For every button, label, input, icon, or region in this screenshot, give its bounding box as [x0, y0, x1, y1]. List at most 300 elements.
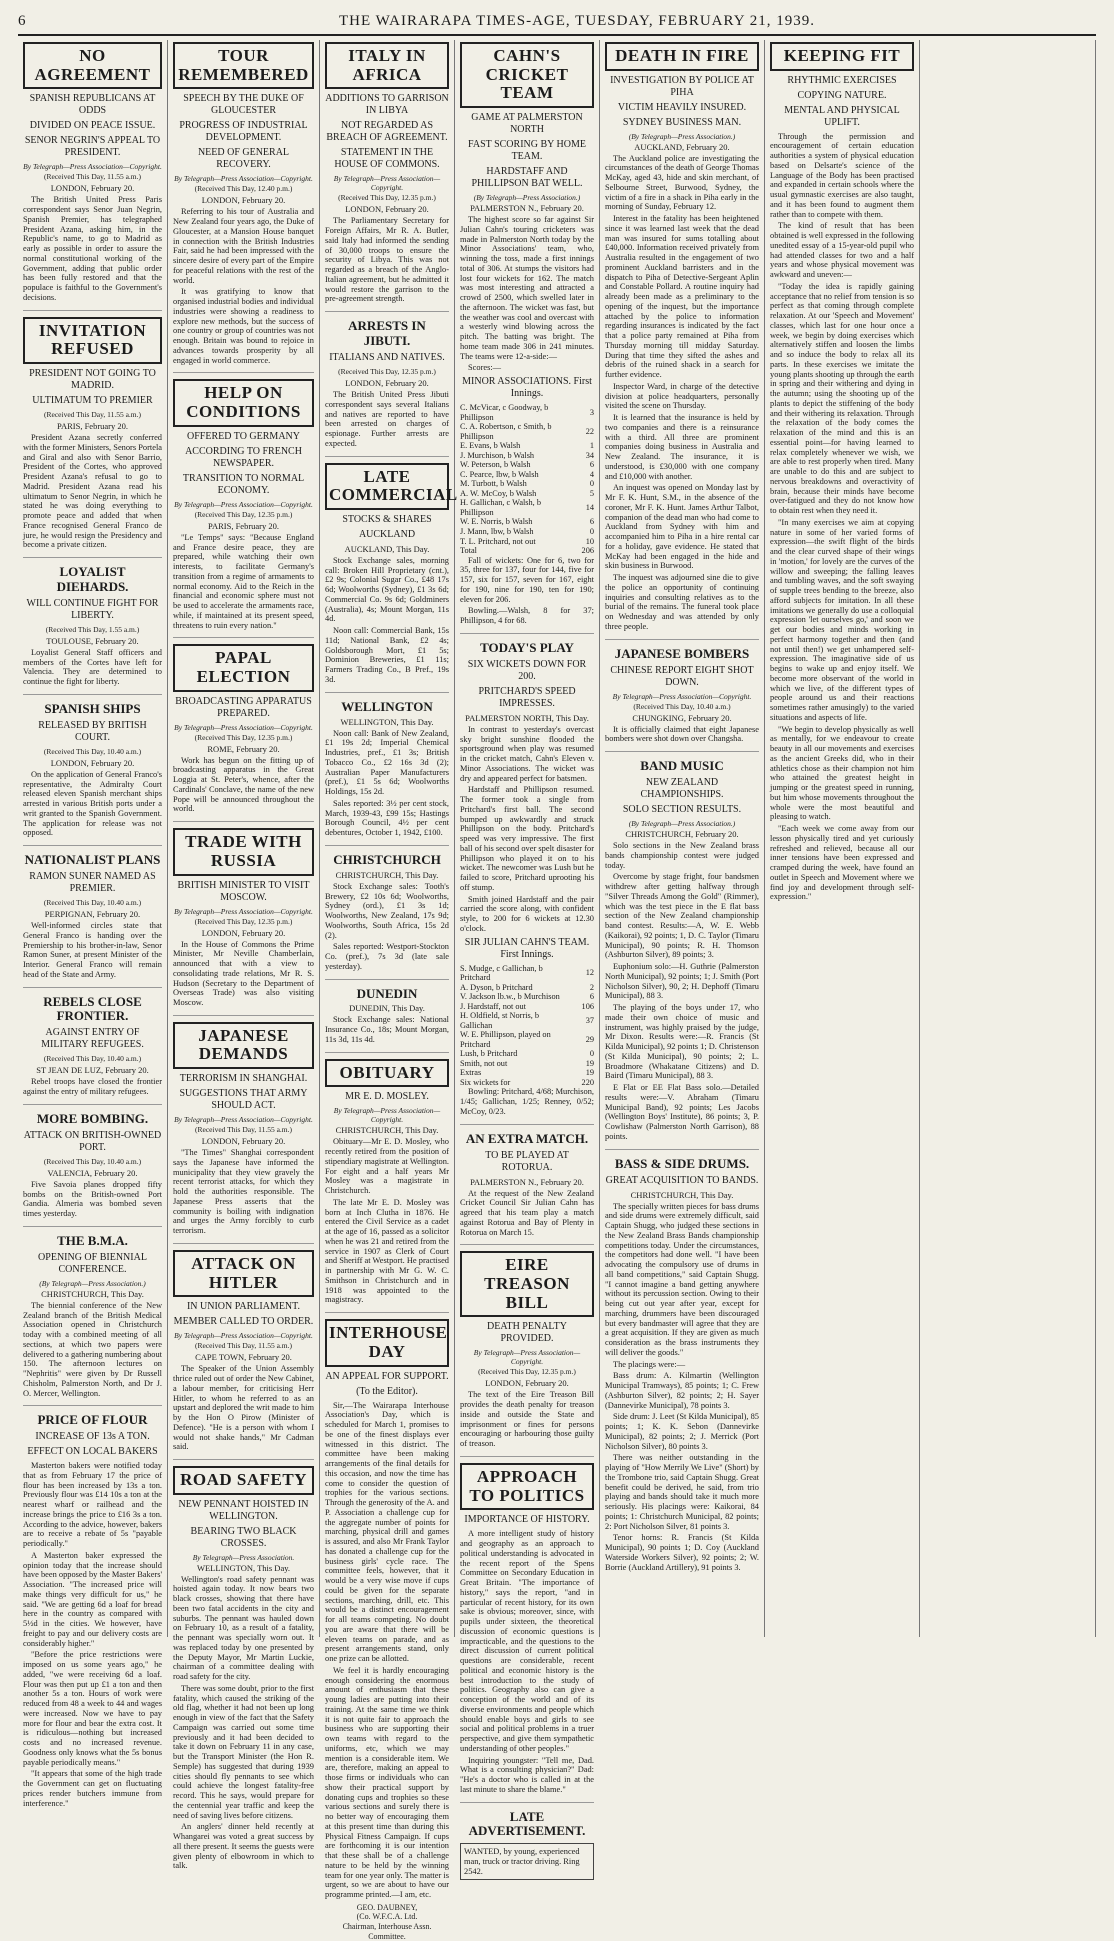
article-paragraph: The highest score so far against Sir Julian Cahn's touring cricketers was made in Palmerston North today by the Minor Associations' team, who, winning the toss, made a first innings total of 306. At stumps the visitors had lost four wickets for 162. The match was most interesting and attracted a crowd of 2500, which swelled later in the afternoon. The wicket was fast, but the weather was cool and overcast with a westerly wind blowing across the pitch. The batting was bright. The home team made 306 in 241 minutes. The teams were 12-a-side:—: [460, 215, 594, 361]
classified-advert: WANTED, by young, experienced man, truck or tractor driving. Ring 2542.: [460, 1843, 594, 1880]
article-paragraph: Loyalist General Staff officers and members of the Cortes have left for Valencia. They are determined to continue the fight for liberty.: [23, 647, 162, 687]
article-dateline: LONDON, February 20.: [345, 204, 429, 215]
article-paragraph: At the request of the New Zealand Cricket Council Sir Julian Cahn has agreed that his team play a match against Rotorua and Bay of Plenty in Rotorua on March 15.: [460, 1188, 594, 1237]
batsman-name: W. E. Phillipson, played on Pritchard: [460, 1030, 551, 1049]
article: [460, 1124, 594, 1238]
article-body: [460, 1529, 594, 1794]
article-paragraph: On the application of General Franco's representative, the Admiralty Court released eleven Spanish merchant ships arrested in various British ports under a writ granted to the Spanish Government. The application for release was not opposed.: [23, 769, 162, 838]
batsman-runs: 12: [585, 968, 594, 978]
article-dateline: ST JEAN DE LUZ, February 20.: [36, 1065, 149, 1076]
article-headline: BASS & SIDE DRUMS.: [614, 1155, 750, 1171]
batsman-runs: 14: [585, 503, 594, 513]
article-paragraph: The inquest was adjourned sine die to give the police an opportunity of continuing inquiries and consulting relatives as to the burial of the remains. The funeral took place on Wednesday and was attended by only three people.: [605, 573, 759, 631]
article-subheading: OFFERED TO GERMANY: [187, 430, 300, 442]
scorecard-row: [460, 441, 594, 451]
article-paragraph: "Before the price restrictions were imposed on us some years ago," he added, "we were receiving 6d a loaf. Flour was then put up £1 a ton and then another 5s a ton. Hours of work were reduced from 48 a week to 44 and wages were increased. Now we have to pay more for flour and bear the extra cost. It is ridiculous—nothing but increased costs and no increased revenue. Goodness only knows what the 5s bonus payable periodically means.": [23, 1650, 162, 1767]
article-body: [605, 725, 759, 745]
article-paragraph: There was neither outstanding in the playing of "How Merrily We Live" (Short) by the Trombone trio, said Captain Shugg. Great benefit could be derived, he said, from trio playing and bands should take it much more seriously. His placings were: Kaikorai, 84 points; 1: Christchurch Municipal, 82 points; 2: Port Nicholson Silver, 81 points 3.: [605, 1453, 759, 1531]
article-headline: INVITATION REFUSED: [23, 317, 162, 364]
article-paragraph: The British United Press Paris correspondent says Senor Juan Negrin, Spanish Premier, has telegraphed President Azana, asking him, in the Republic's name, to go to Madrid as early as possible in order to assure the normal constitutional working of the Government, adding that public order has been fully restored and that the populace is faithful to the Government's decisions.: [23, 195, 162, 302]
article-subheading: INVESTIGATION BY POLICE AT PIHA: [610, 74, 754, 98]
article: [173, 372, 314, 630]
article: [325, 692, 449, 838]
scorecard-row: [460, 546, 594, 556]
article-subheading: SYDNEY BUSINESS MAN.: [622, 116, 742, 128]
article-dateline: PERPIGNAN, February 20.: [44, 909, 141, 919]
article-body: [173, 1575, 314, 1872]
article-paragraph: Bass drum: A. Kilmartin (Wellington Municipal Tramways), 85 points; 1; C. Frew (Ashburton Silver), 82 points; 2; H. Sayer (Dannevirke Municipal), 78 points 3.: [605, 1371, 759, 1410]
article-body: [605, 154, 759, 632]
batsman-runs: 4: [589, 469, 594, 479]
article-headline: HELP ON CONDITIONS: [173, 379, 314, 426]
article: [460, 42, 594, 626]
batsman-name: Extras: [460, 1068, 482, 1078]
scorecard-row: [460, 460, 594, 470]
article-byline: By Telegraph—Press Association—Copyright.: [333, 174, 441, 193]
batsman-name: C. McVicar, c Goodway, b Phillipson: [460, 403, 549, 422]
article-dateline: PARIS, February 20.: [57, 421, 128, 431]
article-paragraph: Rebel troops have closed the frontier against the entry of military refugees.: [23, 1077, 162, 1097]
article: [605, 639, 759, 744]
article: [23, 987, 162, 1097]
article: [460, 1244, 594, 1449]
article-paragraph: Inquiring youngster: "Tell me, Dad. What is a consulting physician?" Dad: "He's a doctor who is called in at the last minute to share the blame.": [460, 1755, 594, 1794]
article-subheading: SPANISH REPUBLICANS AT ODDS: [29, 93, 156, 117]
article: [460, 633, 594, 1117]
article-paragraph: The kind of result that has been obtained is well expressed in the following unedited essay of a 15-year-old pupil who had attended classes for two and a half years and whose physical movement was awkward and uneven:—: [770, 221, 914, 280]
article: [173, 1015, 314, 1236]
article-paragraph: Solo sections in the New Zealand brass bands championship contest were judged today.: [605, 841, 759, 870]
column-5: [600, 40, 765, 1637]
article-paragraph: Work has begun on the fitting up of broadcasting apparatus in the Great Loggia at St. Peter's, whence, after the Cardinals' Conclave, the name of the new Pope will be announced throughout the world.: [173, 755, 314, 814]
article-received-time: (Received This Day, 12.35 p.m.): [338, 193, 436, 203]
article-headline: OBITUARY: [325, 1059, 449, 1088]
article-subheading: MR E. D. MOSLEY.: [345, 1091, 429, 1103]
article: [23, 845, 162, 979]
scorecard-row: [460, 983, 594, 993]
article-subheading: DEATH PENALTY PROVIDED.: [487, 1321, 567, 1345]
article-subheading: TRANSITION TO NORMAL ECONOMY.: [182, 472, 305, 496]
article: [325, 42, 449, 304]
scorecard-row: [460, 1059, 594, 1069]
article-paragraph: Obituary—Mr E. D. Mosley, who recently retired from the position of stipendiary magistrate at Wellington. For eight and a half years Mr Mosley was a magistrate in Christchurch.: [325, 1137, 449, 1196]
scorecard-row: [460, 1030, 594, 1049]
article-subheading: IMPORTANCE OF HISTORY.: [464, 1514, 590, 1526]
article-body: [325, 1137, 449, 1305]
article-byline: (By Telegraph—Press Association.): [473, 193, 581, 203]
scorecard-row: [460, 498, 594, 517]
article-dateline: LONDON, February 20.: [50, 183, 135, 194]
article: [173, 1459, 314, 1871]
article-received-time: (Received This Day, 12.35 p.m.): [338, 367, 436, 376]
article-paragraph: There was some doubt, prior to the first fatality, which caused the striking of the old flag, whether it had not been up long enough in view of the fact that the Safety Campaign was carried out some time previously and it had been decided to take it down on February 11 in any case, but the Transport Minister (the Hon R. Semple) has suggested that during 1939 cities should fly pennants to see which could achieve the longest fatality-free record. This he says, would prepare for the centennial year traffic and keep the need of saving lives before citizens.: [173, 1683, 314, 1820]
article-subheading: DIVIDED ON PEACE ISSUE.: [29, 120, 156, 132]
article-received-time: (Received This Day, 1.55 a.m.): [45, 624, 140, 634]
article-subheading: NEW ZEALAND CHAMPIONSHIPS.: [640, 777, 724, 801]
article-subheading: TO BE PLAYED AT ROTORUA.: [485, 1149, 569, 1173]
scorecard-row: [460, 470, 594, 480]
article-received-time: (Received This Day, 10.40 a.m.): [43, 746, 142, 756]
article-subheading: EFFECT ON LOCAL BAKERS: [27, 1446, 158, 1458]
batsman-name: A. Dyson, b Pritchard: [460, 982, 533, 992]
article-paragraph: "Each week we come away from our lesson physically tired and yet curiously refreshed and relieved, because all our inner tensions have been expressed and cramped during the week, have found an outlet in Speech and Movement where we find joy and development through self-expression.": [770, 824, 914, 902]
article-dateline: AUCKLAND, February 20.: [634, 141, 730, 152]
signature-line: GEO. DAUBNEY,: [356, 1902, 418, 1912]
batsman-name: H. Oldfield, st Norris, b Gallichan: [460, 1011, 540, 1030]
article: [23, 694, 162, 838]
article-paragraph: "It appears that some of the high trade the Government can get on fluctuating prices render butchers immune from interference.": [23, 1769, 162, 1808]
batsman-runs: 0: [589, 479, 594, 489]
article-body: [23, 1301, 162, 1399]
article-body: [23, 195, 162, 302]
article-subheading: ACCORDING TO FRENCH NEWSPAPER.: [185, 445, 302, 469]
article-byline: By Telegraph—Press Association—Copyright.: [333, 1106, 441, 1125]
article-headline: NO AGREEMENT: [23, 42, 162, 89]
article-paragraph: Scores:—: [468, 363, 502, 373]
article-dateline: CHRISTCHURCH, This Day.: [335, 1125, 439, 1136]
article-paragraph: Wellington's road safety pennant was hoisted again today. It now bears two black crosses, showing that there have been two fatal accidents in the city and suburbs. The pennant was hauled down on February 10, as a result of a fatality, the pennant was specially worn out. It was replaced today by one presented by the Deputy Mayor, Mr Martin Luckie, chairman of a committee dealing with road safety for the city.: [173, 1574, 314, 1682]
column-3: [320, 40, 458, 1941]
article-paragraph: An anglers' dinner held recently at Whangarei was voted a great success by all there present. It seems the guests were given plenty of elbowroom in which to talk.: [173, 1822, 314, 1871]
article-headline: SPANISH SHIPS: [44, 700, 141, 716]
article-paragraph: Stock Exchange sales: National Insurance Co., 18s; Mount Morgan, 11s 3d, 11s 4d.: [325, 1015, 449, 1044]
article-body: [325, 1401, 449, 1900]
article-paragraph: Well-informed circles state that General Franco is handing over the Premiership to his brother-in-law, Senor Ramon Suner, at present Minister of the Interior. General Franco will remain head of the State and Army.: [23, 921, 162, 979]
article-dateline: TOULOUSE, February 20.: [46, 635, 139, 646]
scorecard-table: [460, 964, 594, 1088]
article-body: [173, 756, 314, 815]
scorecard-row: [460, 1078, 594, 1088]
article-subheading: IN UNION PARLIAMENT.: [186, 1301, 301, 1313]
article-subheading: TERRORISM IN SHANGHAI.: [179, 1073, 308, 1085]
scorecard-row: [460, 1049, 594, 1059]
scorecard-notes: [460, 1087, 594, 1116]
article-paragraph: It is officially claimed that eight Japanese bombers were shot down over Changsha.: [605, 724, 759, 744]
article-dateline: VALENCIA, February 20.: [47, 1167, 138, 1178]
article-paragraph: "Today the idea is rapidly gaining acceptance that no relief from tension is so perfect as that coming through complete relaxation. At our 'Speech and Movement' classes, which last for one hour once a week, we begin by doing exercises which alternatively stiffen and loosen the limbs and so induce the body to relax all its parts. In these exercises we imitate the young plants shooting up through the earth in spring and their withering and dying in the autumn; using the shooting up of the plants to depict the stiffening of the body and their withering its relaxation. Through the relaxation of the body comes the relaxation of the mind and this is an essential point—for having learned to relax completely whenever we wish, we are able to rest properly when tired. Many are unable to do this and are subject to nervous breakdowns and overactivity of brain, because their minds have become over-fatigued and they do not know how to obtain rest when they need it.: [770, 281, 914, 516]
article: [23, 1104, 162, 1219]
article-headline: JAPANESE DEMANDS: [173, 1022, 314, 1069]
article-received-time: (Received This Day, 12.35 p.m.): [194, 732, 293, 742]
column-2: [168, 40, 320, 1871]
batsman-name: E. Evans, b Walsh: [460, 441, 521, 451]
column-4: [455, 40, 600, 1876]
article-dateline: PARIS, February 20.: [208, 520, 279, 531]
article-subheading: BRITISH MINISTER TO VISIT MOSCOW.: [177, 879, 310, 903]
article: [23, 557, 162, 687]
article-received-time: (Received This Day, 11.55 a.m.): [195, 1341, 292, 1351]
batsman-runs: 22: [585, 426, 594, 436]
scorecard-row: [460, 403, 594, 422]
article-subheading: (To the Editor).: [356, 1385, 418, 1397]
article-body: [325, 729, 449, 838]
article-received-time: (Received This Day, 12.35 p.m.): [194, 916, 293, 926]
batsman-name: T. L. Pritchard, not out: [460, 536, 536, 546]
article-body: [460, 725, 594, 934]
article-body: [460, 1390, 594, 1449]
article-dateline: PALMERSTON N., February 20.: [470, 203, 584, 214]
batsman-name: Smith, not out: [460, 1058, 508, 1068]
article-dateline: LONDON, February 20.: [201, 195, 286, 206]
batsman-name: J. Murchison, b Walsh: [460, 450, 535, 460]
article-subheading: GAME AT PALMERSTON NORTH: [471, 112, 583, 136]
article-paragraph: President Azana secretly conferred with the former Ministers, Senors Portela and Giral and also with Senor Barrio, President of the Cortes, who approved President Azana's refusal to go to Madrid. President Azana read his ultimatum to Senor Negrin, in which he stated he was doing everything to promote peace and added that when France recognised General Franco de jure, he would resign the Presidency and become a private citizen.: [23, 433, 162, 550]
scorecard-row: [460, 517, 594, 527]
article-headline: REBELS CLOSE FRONTIER.: [43, 993, 142, 1024]
article-headline: LOYALIST DIEHARDS.: [56, 564, 129, 594]
article-paragraph: E Flat or EE Flat Bass solo.—Detailed results were:—V. Abraham (Timaru Municipal Band), 92 points; Les Jacobs (Wellington Boys' Institute), 86 points; 3, P. Cowlishaw (Palmerston North Garrison), 88 points.: [605, 1083, 759, 1141]
article-paragraph: Smith joined Hardstaff and the pair carried the score along, with confident style, to 200 for 6 wickets at 12.30 o'clock.: [460, 894, 594, 933]
article-subheading: NEW PENNANT HOISTED IN WELLINGTON.: [178, 1498, 309, 1522]
article-paragraph: The late Mr E. D. Mosley was born at Inch Clutha in 1876. He entered the Civil Service as a cadet at the age of 16, passed as a solicitor when he was 21 and retired from the service in 1907 as Clerk of Court and Sheriff at Westport. He practised in partnership with Mr G. W. C. Smithson in Christchurch and in 1918 was appointed to the magistracy.: [325, 1197, 449, 1305]
article-paragraph: Overcome by stage fright, four bandsmen withdrew after getting halfway through "Silver Threads Among the Gold" (Rimmer), which was the test piece in the E flat bass section of the New Zealand championship band contest. Results:—A, W. E. Webb (Kaikorai), 92 points; 1, D. C. Taylor (Timaru Municipal), 90 points; R. H. Thomson (Ashburton Silver), 89 points; 3.: [605, 872, 759, 960]
article-subheading: SIX WICKETS DOWN FOR 200.: [467, 658, 587, 682]
batsman-runs: 106: [581, 1001, 594, 1011]
article-dateline: CHRISTCHURCH, This Day.: [41, 1288, 144, 1299]
article-headline: TODAY'S PLAY: [480, 639, 574, 655]
article-paragraph: "We begin to develop physically as well as mentally, for we endeavour to create beauty in all our movements and exercises as the ancient Greeks did, who in their athletics chose as their champion not him who attained the greatest height in jumping or the greatest speed in running, but him whose movements throughout the whole were the most beautiful and pleasing to watch.: [770, 724, 914, 822]
article-paragraph: Interest in the fatality has been heightened since it was learned last week that the dead man was insured for sums totalling about £40,000. Information received privately from Australia resulted in the engagement of two prominent Auckland barristers and in the dispatch to Piha of Detective-Sergeant Aplin and Constable Pollard. A routine inquiry had already been made as a preliminary to the opening of the inquest, but the importance attached by the police to information regarding insurances is indicated by the fact that a police party remained at Piha from Thursday morning till midday Saturday. During that time they sifted the ashes and debris of the ruined shack in a search for further evidence.: [605, 214, 759, 380]
article-byline: By Telegraph—Press Association—Copyright.: [473, 1348, 581, 1367]
article-headline: CHRISTCHURCH: [333, 851, 441, 867]
article: [605, 751, 759, 1141]
article-headline: TOUR REMEMBERED: [173, 42, 314, 89]
article-body: [173, 1148, 314, 1236]
article-paragraph: Stock Exchange sales: Tooth's Brewery, £2 10s 6d; Woolworths, Sydney (ord.), £1 3s 1d; Woolworths, New Zealand, 17s 9d; Woolworths, South Africa, 15s 2d (2).: [325, 881, 449, 940]
article-body: [173, 940, 314, 1008]
article-subheading: ADDITIONS TO GARRISON IN LIBYA: [325, 93, 449, 117]
article-paragraph: Through the permission and encouragement of certain education authorities a system of physical education based on Delsarte's science of the Language of the Body has been practised and expanded in certain schools where the usual gymnastic exercises are also taught, and it has been found to augment them rather than to compete with them.: [770, 131, 914, 219]
article-paragraph: Bowling: Pritchard, 4/68; Murchison, 1/45; Gallichan, 1/25; Renney, 0/52; McCoy, 0/23.: [460, 1087, 594, 1116]
article: [23, 42, 162, 303]
article-paragraph: The specially written pieces for bass drums and side drums were extremely difficult, said Captain Shugg, who judged these sections in the New Zealand Brass Bands championship competitions today. Under the circumstances, the competitors had done well. "I have been advocating the compulsory use of drums in all band competitions," said Captain Shugg. "I cannot imagine a band getting anywhere without its percussion section. Owing to their being cut out year after year, except for marching, drummers have been discouraged but every bandmaster will agree that they are a great acquisition. If they are given as much consideration as the brass instruments they will deliver the goods.": [605, 1201, 759, 1357]
scorecard-table: [460, 403, 594, 556]
article-byline: By Telegraph—Press Association—Copyright.: [174, 1331, 313, 1341]
batsman-runs: 29: [585, 1034, 594, 1044]
batsman-runs: 5: [589, 488, 594, 498]
article-subheading: FAST SCORING BY HOME TEAM.: [468, 139, 586, 163]
article-dateline: PALMERSTON N., February 20.: [470, 1176, 584, 1187]
batsman-name: M. Turbott, b Walsh: [460, 479, 527, 489]
article-dateline: CHRISTCHURCH, This Day.: [630, 1189, 734, 1200]
article: [460, 1802, 594, 1881]
article-paragraph: It was gratifying to know that organised industrial bodies and individual industries were showing a readiness to explore new methods, but the success of one country or group of countries was not enough. Britain was bound to rejoice in advances towards prosperity by all engaged in world commerce.: [173, 287, 314, 365]
scorecard-notes: [460, 556, 594, 626]
article-headline: WELLINGTON: [341, 698, 433, 714]
article-headline: TRADE WITH RUSSIA: [173, 828, 314, 875]
article: [605, 1149, 759, 1573]
batsman-runs: 6: [589, 517, 594, 527]
scorecard-row: [460, 451, 594, 461]
page-number: 6: [18, 12, 26, 29]
article-headline: BAND MUSIC: [640, 758, 724, 774]
article-paragraph: Masterton bakers were notified today that as from February 17 the price of flour has been increased by 13s a ton. Previously flour was £14 10s a ton at the nearest wharf or railhead and the increase brings the price to £16 3s a ton. According to the advice, however, bakers are to receive a rebate of 5s "payable periodically.": [23, 1461, 162, 1549]
batsman-name: S. Mudge, c Gallichan, b Pritchard: [460, 963, 543, 983]
batsman-runs: 6: [589, 460, 594, 470]
article-byline: (By Telegraph—Press Association.): [628, 131, 736, 141]
article-subheading: AGAINST ENTRY OF MILITARY REFUGEES.: [41, 1027, 144, 1051]
batsman-name: H. Gallichan, c Walsh, b Phillipson: [460, 498, 541, 517]
article: [325, 311, 449, 448]
article-paragraph: The text of the Eire Treason Bill provides the death penalty for treason inside and outside the State and imprisonment or fines for persons encouraging or harbouring those guilty of treason.: [460, 1390, 594, 1449]
article-body: [605, 1202, 759, 1573]
article-subheading: INCREASE OF 13s A TON.: [35, 1431, 150, 1443]
article-headline: AN EXTRA MATCH.: [465, 1130, 589, 1146]
article-dateline: WELLINGTON, This Day.: [340, 716, 434, 727]
column-1: [18, 40, 168, 1808]
signature-line: Chairman, Interhouse Assn. Committee.: [342, 1921, 432, 1941]
scorecard-row: [460, 1002, 594, 1012]
signature-line: (Co. W.F.C.A. Ltd.: [356, 1912, 418, 1922]
scorecard-row: [460, 1011, 594, 1030]
article-body: [173, 207, 314, 365]
batsman-name: V. Jackson lb.w., b Murchison: [460, 992, 560, 1002]
article-subheading: RAMON SUNER NAMED AS PREMIER.: [29, 871, 156, 894]
article-subheading: NEED OF GENERAL RECOVERY.: [197, 147, 290, 171]
article: [770, 42, 914, 902]
batsman-name: W. Peterson, b Walsh: [460, 460, 531, 470]
batsman-name: J. Mann, lbw, b Walsh: [460, 526, 534, 536]
article: [325, 456, 458, 685]
batsman-runs: 3: [589, 407, 594, 417]
article: [23, 310, 162, 550]
batsman-name: J. Hardstaff, not out: [460, 1001, 526, 1011]
batsman-runs: 19: [585, 1068, 594, 1078]
batsman-runs: 206: [581, 546, 594, 556]
batsman-runs: 0: [589, 1049, 594, 1059]
article-paragraph: Side drum: J. Leet (St Kilda Municipal), 85 points; 1; K. K. Sebon (Dannevirke Municipal), 82 points; 2; J. Merrick (Port Nicholson Silver), 80 points 3.: [605, 1412, 759, 1451]
article-body: [173, 1364, 314, 1452]
article-received-time: (Received This Day, 12.35 p.m.): [194, 509, 293, 519]
article-body: [770, 132, 914, 903]
newspaper-title: THE WAIRARAPA TIMES-AGE, TUESDAY, FEBRUARY 21, 1939.: [339, 12, 815, 29]
article-subheading: SUGGESTIONS THAT ARMY SHOULD ACT.: [179, 1088, 308, 1112]
article-paragraph: The Speaker of the Union Assembly thrice ruled out of order the New Cabinet, a labour member, for criticising Herr Hitler, to whom he referred to as an upstart and deplored the writ made to him by the Hon O Pirow (Minister of Defence). "He is a person with whom I would not shake hands," Mr Cadman said.: [173, 1364, 314, 1452]
scorecard-row: [460, 489, 594, 499]
article-headline: EIRE TREASON BILL: [460, 1251, 594, 1317]
article-paragraph: A more intelligent study of history and geography as an approach to political understanding is advocated in the recent report of the Spens Committee on Secondary Education in Great Britain. "The importance of history," says the report, "and in particular of recent history, for its own sake is obvious; moreover, since, with pupils under sixteen, the theoretical discussion of economic questions is impracticable, and the questions to the direct discussion of current political questions are considerable, recent political and economic history is the best introduction to the study of politics. Geography also can give a conception of the world and of its diverse environments and people which should enable boys and girls to see social and political problems in a truer perspective, and give them sympathetic understanding of other peoples.": [460, 1529, 594, 1753]
article: [325, 979, 449, 1045]
batsman-runs: 10: [585, 536, 594, 546]
article-subheading: BEARING TWO BLACK CROSSES.: [190, 1525, 297, 1549]
article-paragraph: In the House of Commons the Prime Minister, Mr Neville Chamberlain, announced that with a view to consolidating trade relations, Mr R. S. Hudson (Secretary to the Department of Overseas Trade) was also visiting Moscow.: [173, 939, 314, 1007]
article-body: [23, 1180, 162, 1219]
article-received-time: (Received This Day, 10.40 a.m.): [43, 898, 142, 907]
article-headline: MORE BOMBING.: [36, 1110, 149, 1126]
article-dateline: LONDON, February 20.: [201, 927, 286, 938]
article-received-time: (Received This Day, 12.40 p.m.): [194, 184, 293, 194]
article-paragraph: Noon call: Commercial Bank, 15s 11d; National Bank, £2 4s; Goldsborough Mort, £1 5s; Dominion Breweries, £1 11s; Farmers Trading Co., B Pref., 19s 3d.: [325, 626, 449, 684]
batsman-name: Lush, b Pritchard: [460, 1049, 518, 1059]
article-byline: (By Telegraph—Press Association.): [39, 1278, 146, 1288]
batsman-name: W. E. Norris, b Walsh: [460, 517, 533, 527]
article-subheading: CHINESE REPORT EIGHT SHOT DOWN.: [610, 664, 754, 688]
article-byline: By Telegraph—Press Association.: [192, 1552, 295, 1562]
article-subheading: MEMBER CALLED TO ORDER.: [173, 1316, 314, 1328]
batsman-name: C. Pearce, lbw, b Walsh: [460, 469, 539, 479]
article-headline: ARRESTS IN JIBUTI.: [348, 318, 426, 349]
batsman-name: Six wickets for: [460, 1077, 511, 1087]
article-body: [325, 1015, 449, 1044]
article-subheading: ATTACK ON BRITISH-OWNED PORT.: [23, 1129, 162, 1153]
scorecard-row: [460, 964, 594, 983]
batsman-runs: 6: [589, 992, 594, 1002]
article-paragraph: The Auckland police are investigating the circumstances of the death of George Thomas McKay, aged 43, hide and skin merchant, of Selbourne Street, Burwood, Sydney, the victim of a fire in a shack in Piha early in the morning of Sunday, February 12.: [605, 153, 759, 212]
article-paragraph: Inspector Ward, in charge of the detective division at police headquarters, personally visited the scene on Thursday.: [605, 381, 759, 411]
article-paragraph: Fall of wickets: One for 6, two for 35, three for 137, four for 144, five for 157, six for 157, seven for 167, eight for 190, nine for 190, ten for 190; eleven for 206.: [460, 555, 594, 604]
article-paragraph: The playing of the boys under 17, who made their own choice of music and instrument, was highly praised by the judge, Mr Dixon. Results were:—R. Francis (St Kilda Municipal), 92 points 1; D. Christenson (St Kilda Municipal), 90 points; 2; L. Broadmore (Whakatane Citizens) and D. Baird (Timaru Municipal), 88 3.: [605, 1003, 759, 1081]
article-headline: KEEPING FIT: [770, 42, 914, 71]
article-subheading: GREAT ACQUISITION TO BANDS.: [605, 1174, 759, 1186]
article-dateline: CHRISTCHURCH, February 20.: [625, 829, 739, 840]
article: [325, 845, 449, 972]
article-headline: PRICE OF FLOUR: [37, 1412, 148, 1428]
article-received-time: (Received This Day, 10.40 a.m.): [43, 1054, 142, 1064]
article-byline: By Telegraph—Press Association—Copyright.: [174, 499, 313, 509]
scorecard-row: [460, 537, 594, 547]
article-dateline: LONDON, February 20.: [485, 1378, 569, 1389]
article-paragraph: In contrast to yesterday's overcast sky bright sunshine flooded the sportsground when play was resumed in the cricket match, Cahn's Eleven v. Minor Associations. The wicket was dry and appeared perfect for batsmen.: [460, 724, 594, 783]
article-paragraph: Five Savoia planes dropped fifty bombs on the British-owned Port Gandia. Almeria was bombed seven times yesterday.: [23, 1179, 162, 1219]
article-body: [23, 921, 162, 980]
article-received-time: (Received This Day, 11.55 a.m.): [195, 1125, 292, 1135]
article-subheading: RELEASED BY BRITISH COURT.: [38, 719, 147, 743]
article-paragraph: Hardstaff and Phillipson resumed. The former took a single from Pritchard's first ball. The second bumped up awkwardly and struck Phillipson on the body. Pritchard's speed was very impressive. The first ball of his second over spelt disaster for Phillipson who played it on to his wicket. The newcomer was Lush but he failed to score, Pritchard uprooting his off stump.: [460, 785, 594, 892]
article-body: [325, 556, 449, 685]
batsman-runs: 34: [585, 450, 594, 460]
article-byline: By Telegraph—Press Association—Copyright.: [174, 1115, 313, 1125]
article-body: [173, 533, 314, 631]
article-headline: LATE ADVERTISEMENT.: [468, 1808, 586, 1839]
scorecard-title: MINOR ASSOCIATIONS. First Innings.: [462, 376, 592, 400]
article-paragraph: Sir,—The Wairarapa Interhouse Association's Day, which is scheduled for March 1, promises to be one of the finest displays ever witnessed in this district. The committee have been making arrangements of the final details for this occasion, and now the time has come to consider the question of trophies for the various sections. Through the generosity of the A. and P. Association a challenge cup for the aggregate number of points for marching, physical drill and games is assured, and also Mr Frank Taylor has donated a challenge cup for the business girls' cycle race. The committee feels, however, that it would be a very wise move if cups could be given for the separate sections, marching, drill, etc. This would be a distinct encouragement for all teams competing. No doubt you are aware that there will be eleven teams on parade, and as present arrangements stand, only one prize can be allotted.: [325, 1400, 449, 1663]
article-received-time: (Received This Day, 11.55 a.m.): [44, 410, 141, 419]
article-paragraph: "Le Temps" says: "Because England and France desire peace, they are prepared, while watching their own interests, to facilitate Germany's transition from a regime of armaments to normal economy. Aid to the Reich in the financial and economic sphere must not be used to accelerate the armaments race, while, if maintained at its present speed, threatens to ruin every nation.": [173, 532, 314, 630]
article-body: [605, 841, 759, 1142]
batsman-runs: 220: [581, 1077, 594, 1087]
article-subheading: SOLO SECTION RESULTS.: [622, 804, 742, 816]
article-subheading: SENOR NEGRIN'S APPEAL TO PRESIDENT.: [24, 135, 161, 159]
article: [460, 1456, 594, 1795]
article-subheading: SPEECH BY THE DUKE OF GLOUCESTER: [183, 93, 304, 117]
article-headline: JAPANESE BOMBERS: [614, 645, 750, 661]
article-paragraph: The British United Press Jibuti correspondent says several Italians and natives are reported to have been arrested on charges of espionage. Further arrests are expected.: [325, 390, 449, 448]
article-headline: DEATH IN FIRE: [605, 42, 759, 71]
article-body: [23, 1461, 162, 1808]
batsman-name: A. W. McCoy, b Walsh: [460, 488, 537, 498]
article-subheading: PRITCHARD'S SPEED IMPRESSES.: [478, 685, 576, 709]
article-headline: ITALY IN AFRICA: [325, 42, 449, 89]
batsman-runs: 1: [589, 441, 594, 451]
article-byline: (By Telegraph—Press Association.): [628, 819, 736, 829]
article: [173, 637, 314, 814]
article-paragraph: Noon call: Bank of New Zealand, £1 19s 2d; Imperial Chemical Industries, pref., £1 3s; British Tobacco Co., £2 16s 3d (2); Australian Paper Manufacturers (pref.), £1 5s 6d; Woolworths Holdings, 15s 2d.: [325, 728, 449, 797]
article-subheading: BROADCASTING APPARATUS PREPARED.: [175, 695, 312, 719]
article-dateline: WELLINGTON, This Day.: [196, 1562, 291, 1573]
article-paragraph: It is learned that the insurance is held by two companies and there is a reinsurance with a third. All three are prominent companies doing business in Australia and New Zealand. The insurance, it is understood, is £30,000 with one company and £10,000 with another.: [605, 413, 759, 481]
batsman-runs: 37: [585, 1015, 594, 1025]
masthead: [18, 8, 1096, 36]
article-dateline: DUNEDIN, This Day.: [349, 1003, 425, 1014]
scorecard-title: SIR JULIAN CAHN'S TEAM. First Innings.: [464, 936, 590, 960]
article-subheading: AN APPEAL FOR SUPPORT.: [325, 1370, 449, 1382]
article-received-time: (Received This Day, 10.40 a.m.): [43, 1156, 142, 1166]
article-paragraph: Tenor horns: R. Francis (St Kilda Municipal), 90 points 1; D. Coy (Auckland Waterside Workers Silver), 92 points; 2; W. Borrie (Auckland Artillery), 91 points 3.: [605, 1533, 759, 1572]
article-paragraph: Euphonium solo:—H. Guthrie (Palmerston North Municipal), 92 points; 1; J. Smith (Port Nicholson Silver), 90, 2; H. Dephoff (Timaru Municipal), 88 3.: [605, 962, 759, 1001]
scorecard-row: [460, 527, 594, 537]
article-dateline: LONDON, February 20.: [50, 757, 135, 768]
batsman-runs: 19: [585, 1058, 594, 1068]
